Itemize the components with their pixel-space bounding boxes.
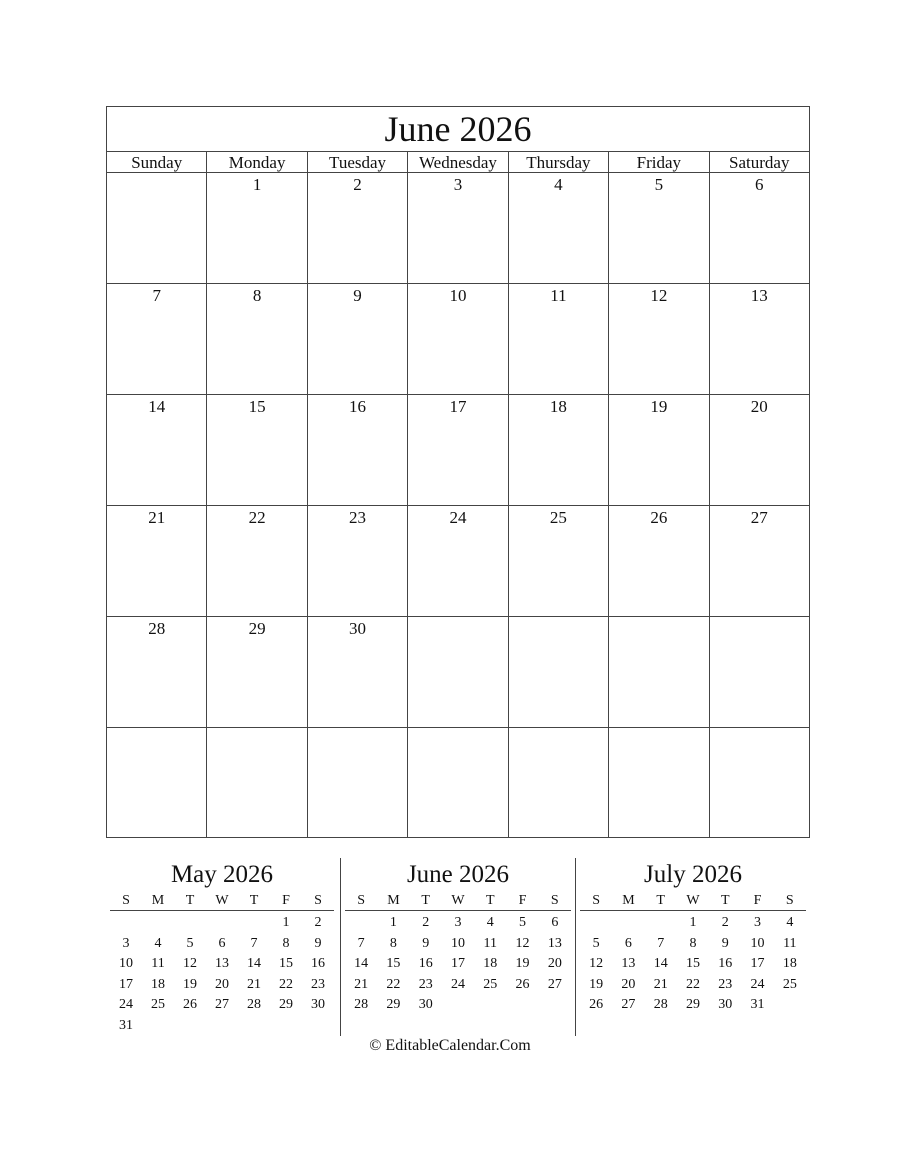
mini-day: 1 — [282, 915, 290, 930]
mini-week-row — [110, 913, 334, 934]
mini-day: 10 — [450, 935, 465, 951]
mini-day: 29 — [279, 997, 293, 1013]
mini-day: 22 — [685, 976, 700, 992]
mini-day — [142, 913, 174, 934]
mini-day: 6 — [551, 915, 559, 930]
day-cell: 26 — [609, 506, 709, 616]
day-cell — [408, 617, 508, 727]
mini-day: 13 — [547, 935, 562, 951]
day-cell: 28 — [107, 617, 207, 727]
mini-day: 24 — [119, 997, 133, 1013]
day-cell: 5 — [609, 173, 709, 283]
mini-weekday: W — [686, 893, 700, 908]
day-cell — [710, 617, 809, 727]
weekday-tuesday: Tuesday — [308, 152, 408, 172]
mini-day: 8 — [689, 935, 697, 951]
day-cell: 8 — [207, 284, 307, 394]
mini-day: 20 — [621, 976, 636, 992]
mini-day: 18 — [483, 956, 498, 972]
mini-day: 12 — [589, 956, 604, 972]
mini-day: 9 — [721, 935, 729, 951]
mini-day: 16 — [418, 956, 433, 972]
mini-day: 21 — [354, 976, 369, 992]
mini-weekday: F — [282, 893, 290, 908]
mini-week-row — [345, 934, 571, 955]
mini-weekday: S — [785, 893, 794, 908]
mini-week-row — [110, 1016, 334, 1037]
mini-day: 7 — [657, 935, 665, 951]
mini-day: 29 — [685, 997, 700, 1013]
weekday-thursday: Thursday — [509, 152, 609, 172]
day-cell — [107, 173, 207, 283]
weekday-saturday: Saturday — [729, 153, 790, 172]
mini-day — [206, 1016, 238, 1037]
weekday-sunday: Sunday — [107, 152, 207, 172]
mini-day: 25 — [483, 976, 498, 992]
mini-calendar-may — [110, 858, 334, 1036]
mini-weekday: S — [314, 893, 322, 908]
mini-day: 28 — [653, 997, 668, 1013]
mini-weekday: T — [720, 893, 730, 908]
mini-day: 6 — [218, 935, 226, 951]
mini-day: 27 — [621, 997, 636, 1013]
mini-weekday: W — [451, 893, 465, 908]
main-calendar-grid — [107, 173, 809, 838]
day-cell: 4 — [509, 173, 609, 283]
mini-day: 31 — [750, 997, 765, 1013]
mini-day: 17 — [750, 956, 765, 972]
mini-day: 24 — [750, 976, 765, 992]
mini-day: 3 — [122, 935, 130, 951]
day-cell: 19 — [609, 395, 709, 505]
weekday-wednesday: Wednesday — [408, 152, 508, 172]
day-cell: 23 — [308, 506, 408, 616]
mini-day: 23 — [718, 976, 733, 992]
day-cell: 21 — [107, 506, 207, 616]
mini-day: 3 — [754, 915, 762, 930]
mini-day — [110, 913, 142, 934]
mini-day: 2 — [314, 915, 322, 930]
day-cell: 6 — [754, 175, 764, 194]
mini-week-row — [110, 995, 334, 1016]
mini-day: 25 — [782, 976, 797, 992]
day-cell: 7 — [107, 284, 207, 394]
mini-divider — [340, 858, 341, 1036]
day-cell — [509, 617, 609, 727]
day-cell: 16 — [308, 395, 408, 505]
day-cell: 15 — [207, 395, 307, 505]
day-cell: 25 — [509, 506, 609, 616]
day-cell: 11 — [509, 284, 609, 394]
mini-day — [442, 995, 474, 1016]
mini-day: 22 — [279, 976, 293, 992]
mini-day: 8 — [282, 935, 290, 951]
mini-day: 26 — [515, 976, 530, 992]
day-cell — [609, 617, 709, 727]
mini-day — [142, 1016, 174, 1037]
day-cell: 24 — [408, 506, 508, 616]
mini-weekday-row — [110, 892, 334, 911]
mini-day: 16 — [718, 956, 733, 972]
mini-divider — [575, 858, 576, 1036]
mini-day: 26 — [589, 997, 604, 1013]
day-cell: 1 — [207, 173, 307, 283]
mini-day: 20 — [215, 976, 229, 992]
mini-week-row — [580, 975, 806, 996]
main-calendar-title: June 2026 — [107, 107, 809, 152]
mini-day — [774, 995, 806, 1016]
mini-day: 11 — [483, 935, 497, 951]
mini-day: 21 — [247, 976, 261, 992]
mini-day: 21 — [653, 976, 668, 992]
mini-calendar-june — [345, 858, 571, 1036]
mini-day: 4 — [786, 915, 794, 930]
mini-day: 25 — [151, 997, 165, 1013]
mini-calendar-title: July 2026 — [644, 861, 742, 888]
day-cell — [107, 728, 207, 838]
weekday-friday: Friday — [609, 152, 709, 172]
day-cell — [609, 728, 709, 838]
mini-weekday: T — [185, 893, 195, 908]
weekday-monday: Monday — [207, 152, 307, 172]
mini-weekday-row — [345, 892, 571, 911]
mini-day: 12 — [515, 935, 530, 951]
mini-day — [474, 995, 506, 1016]
mini-day: 14 — [247, 956, 261, 972]
mini-day: 7 — [250, 935, 258, 951]
mini-day: 5 — [592, 935, 600, 951]
mini-day: 27 — [547, 976, 562, 992]
mini-weekday: T — [485, 893, 495, 908]
mini-week-row — [580, 995, 806, 1016]
main-calendar — [106, 106, 810, 838]
mini-weekday: T — [656, 893, 665, 908]
day-cell — [308, 728, 408, 838]
day-cell: 27 — [750, 508, 768, 527]
mini-day: 17 — [119, 976, 133, 992]
mini-day: 17 — [450, 956, 465, 972]
mini-day: 2 — [422, 915, 430, 930]
day-cell: 18 — [509, 395, 609, 505]
mini-day: 15 — [279, 956, 293, 972]
mini-day: 10 — [750, 935, 765, 951]
mini-day — [645, 913, 677, 934]
mini-weekday: M — [387, 893, 400, 908]
mini-day: 5 — [519, 915, 527, 930]
mini-day: 6 — [624, 935, 632, 951]
mini-day — [206, 913, 238, 934]
mini-calendars — [106, 858, 810, 1036]
mini-calendar-july — [580, 858, 806, 1036]
mini-weekday: S — [550, 893, 559, 908]
mini-day — [238, 1016, 270, 1037]
mini-weekday: F — [753, 893, 762, 908]
mini-day — [539, 995, 571, 1016]
mini-weekday: T — [421, 893, 430, 908]
mini-day: 31 — [119, 1017, 133, 1033]
week-row — [107, 173, 809, 284]
mini-day: 22 — [386, 976, 401, 992]
mini-day: 19 — [183, 976, 197, 992]
mini-day: 2 — [721, 915, 729, 930]
day-cell: 9 — [308, 284, 408, 394]
mini-day — [506, 995, 538, 1016]
mini-day: 16 — [311, 956, 325, 972]
mini-day: 23 — [311, 976, 325, 992]
mini-day: 8 — [389, 935, 397, 951]
mini-weekday: F — [518, 893, 527, 908]
week-row — [107, 617, 809, 728]
mini-weekday: M — [151, 893, 165, 908]
mini-weekday: W — [215, 893, 229, 908]
mini-calendar-title: June 2026 — [406, 861, 510, 888]
day-cell — [408, 728, 508, 838]
day-cell: 13 — [750, 286, 768, 305]
mini-day: 24 — [450, 976, 465, 992]
mini-day: 7 — [357, 935, 365, 951]
mini-weekday: M — [622, 893, 635, 908]
mini-day: 1 — [689, 915, 697, 930]
mini-day: 28 — [247, 997, 261, 1013]
mini-day — [302, 1016, 334, 1037]
week-row — [107, 506, 809, 617]
mini-week-row — [345, 913, 571, 934]
mini-day — [174, 1016, 206, 1037]
mini-day: 18 — [782, 956, 797, 972]
day-cell: 22 — [207, 506, 307, 616]
mini-weekday: S — [357, 893, 366, 908]
mini-day: 4 — [486, 915, 494, 930]
mini-day — [174, 913, 206, 934]
week-row — [107, 395, 809, 506]
mini-week-row — [110, 934, 334, 955]
mini-day: 26 — [183, 997, 197, 1013]
mini-day: 20 — [547, 956, 562, 972]
mini-day: 15 — [685, 956, 700, 972]
day-cell: 29 — [207, 617, 307, 727]
mini-day: 14 — [354, 956, 369, 972]
mini-weekday: S — [592, 893, 601, 908]
mini-week-row — [345, 975, 571, 996]
day-cell: 20 — [750, 397, 768, 416]
week-row — [107, 284, 809, 395]
mini-day: 10 — [119, 956, 133, 972]
mini-week-row — [110, 975, 334, 996]
day-cell: 12 — [609, 284, 709, 394]
mini-day — [345, 913, 377, 934]
day-cell: 14 — [107, 395, 207, 505]
mini-day: 3 — [454, 915, 462, 930]
day-cell — [509, 728, 609, 838]
mini-day: 27 — [215, 997, 229, 1013]
mini-day: 19 — [515, 956, 530, 972]
mini-calendar-title: May 2026 — [170, 861, 274, 888]
day-cell: 30 — [308, 617, 408, 727]
mini-day: 30 — [718, 997, 733, 1013]
mini-week-row — [580, 954, 806, 975]
mini-week-row — [580, 934, 806, 955]
mini-day: 15 — [386, 956, 401, 972]
weekday-header-row — [107, 152, 809, 173]
mini-day: 5 — [186, 935, 194, 951]
mini-week-row — [345, 995, 571, 1016]
mini-day — [612, 913, 644, 934]
mini-day: 9 — [422, 935, 430, 951]
mini-day: 30 — [418, 997, 433, 1013]
day-cell — [207, 728, 307, 838]
mini-day: 13 — [215, 956, 229, 972]
mini-week-row — [580, 913, 806, 934]
mini-day: 28 — [354, 997, 369, 1013]
mini-day: 12 — [183, 956, 197, 972]
day-cell — [710, 728, 809, 838]
mini-day: 29 — [386, 997, 401, 1013]
mini-day — [270, 1016, 302, 1037]
day-cell: 2 — [308, 173, 408, 283]
day-cell: 17 — [408, 395, 508, 505]
mini-day: 18 — [151, 976, 165, 992]
mini-week-row — [110, 954, 334, 975]
mini-day — [238, 913, 270, 934]
mini-day: 13 — [621, 956, 636, 972]
mini-day: 11 — [151, 956, 165, 972]
mini-day: 14 — [653, 956, 668, 972]
mini-day: 19 — [589, 976, 604, 992]
mini-weekday: T — [249, 893, 259, 908]
mini-day: 30 — [311, 997, 325, 1013]
day-cell: 10 — [408, 284, 508, 394]
mini-day: 11 — [783, 935, 797, 951]
mini-day: 9 — [314, 935, 322, 951]
mini-weekday-row — [580, 892, 806, 911]
mini-day: 1 — [389, 915, 397, 930]
mini-day: 4 — [154, 935, 162, 951]
week-row — [107, 728, 809, 838]
copyright-footer: © EditableCalendar.Com — [369, 1037, 531, 1054]
mini-week-row — [345, 954, 571, 975]
day-cell: 3 — [408, 173, 508, 283]
mini-day — [580, 913, 612, 934]
mini-day: 23 — [418, 976, 433, 992]
mini-weekday: S — [122, 893, 130, 908]
